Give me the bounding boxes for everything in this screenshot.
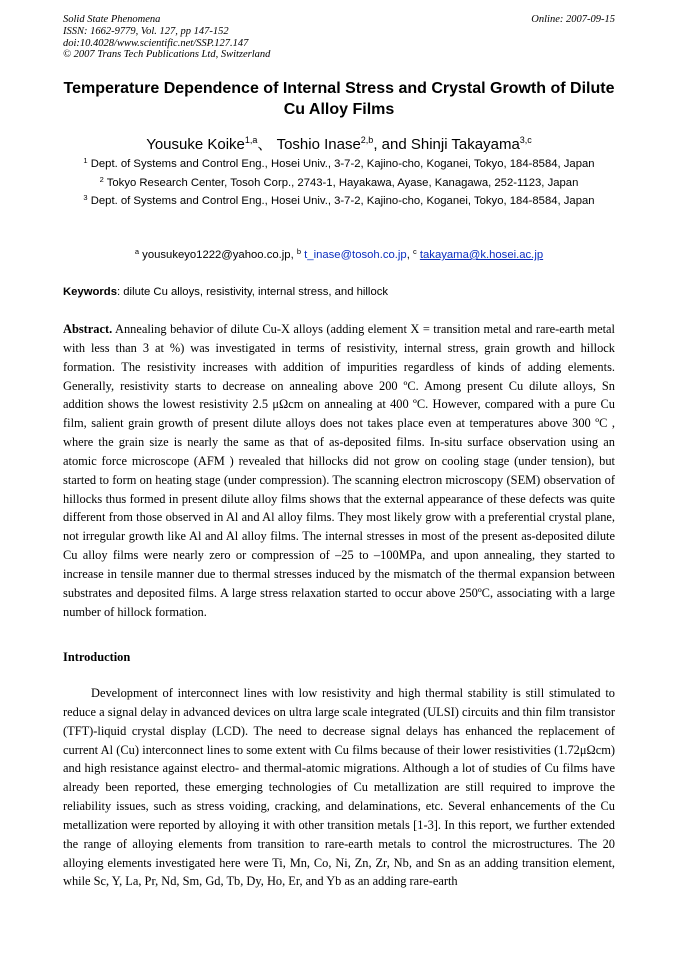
author-separator: , and: [373, 136, 411, 153]
author-superscript: 3,c: [519, 135, 532, 145]
email-marker: b: [296, 247, 302, 256]
affiliation-text: Dept. of Systems and Control Eng., Hosei Univ., 3-7-2, Kajino-cho, Koganei, Tokyo, 184-8584, Japan: [90, 158, 595, 170]
keywords-label: Keywords: [63, 286, 117, 298]
affiliation-text: Dept. of Systems and Control Eng., Hosei Univ., 3-7-2, Kajino-cho, Koganei, Tokyo, 184-8584, Japan: [90, 195, 595, 208]
email-separator: ,: [290, 249, 297, 261]
email-link[interactable]: takayama@k.hosei.ac.jp: [419, 249, 544, 261]
journal-name: Solid State Phenomena: [63, 14, 161, 25]
affiliation-number: 2: [99, 174, 104, 184]
affiliation: [60, 174, 618, 193]
doi-line: doi:10.4028/www.scientific.net/SSP.127.147: [63, 37, 249, 49]
abstract-text: Annealing behavior of dilute Cu-X alloys (adding element X = transition metal and rare-earth metal with less than 3 at %) was investigated in terms of resistivity, internal stress, grain growth and hillock formation. The resistivity increases with addition of impurities regardless of kinds of adding elements. Generally, resistivity starts to decrease on annealing above 200 ºC. Among present Cu dilute alloys, Sn addition shows the lowest resistivity 2.5 μΩcm on annealing at 400 ºC. However, compared with a pure Cu film, salient grain growth of present dilute alloys does not takes place even at temperatures above 300 ºC , where the grain size is nearly the same as that of as-deposited films. In-situ surface observation using an atomic force microscope (AFM ) revealed that hillocks did not grow on cooling stage (under tension), but started to form on heating stage (under compression). The scanning electron microscopy (SEM) observation of hillocks thus formed in present dilute alloy films shows that the external appearance of these defects was quite different from those observed in Al and Al alloy films. They most likely grow with a preferential crystal plane, not irregular growth like Al and Al alloy films. The internal stresses in most of the present as-deposited dilute Cu alloy films were nearly zero or compression of –25 to –100MPa, and upon annealing, they started to increase in tensile manner due to thermal stresses induced by the mismatch of the thermal expansion between substrates and deposited films. A large stress relaxation started to occur above 250ºC, associating with a large number of hillock formation.: [63, 322, 615, 619]
affiliation-text: Tokyo Research Center, Tosoh Corp., 2743-1, Hayakawa, Ayase, Kanagawa, 252-1123, Japan: [106, 176, 579, 189]
email-list: [60, 247, 618, 263]
keywords: [63, 284, 615, 300]
affiliation-list: [60, 155, 618, 211]
journal-header: [63, 14, 615, 61]
author-superscript: 1,a: [244, 135, 258, 145]
affiliation: [60, 155, 618, 174]
copyright-line: © 2007 Trans Tech Publications Ltd, Switzerland: [63, 49, 271, 61]
online-date: Online: 2007-09-15: [531, 14, 615, 25]
email-address[interactable]: yousukeyo1222@yahoo.co.jp: [142, 249, 291, 261]
author-name: Toshio Inase: [276, 136, 361, 153]
affiliation-number: 3: [83, 193, 88, 203]
issn-line: ISSN: 1662-9779, Vol. 127, pp 147-152: [63, 25, 229, 37]
abstract: [63, 320, 615, 622]
author-list: [30, 136, 648, 154]
email-marker: a: [134, 247, 140, 256]
abstract-label: Abstract.: [63, 322, 113, 336]
section-heading-introduction: Introduction: [63, 650, 131, 664]
email-separator: ,: [406, 249, 413, 261]
affiliation-number: 1: [83, 156, 88, 165]
author-superscript: 2,b: [360, 135, 374, 145]
author-name: Yousuke Koike: [146, 136, 245, 153]
author-name: Shinji Takayama: [410, 136, 520, 153]
keywords-text: : dilute Cu alloys, resistivity, internal stress, and hillock: [117, 286, 389, 298]
introduction-paragraph: Development of interconnect lines with low resistivity and high thermal stability is still stimulated to reduce a signal delay in advanced devices on ultra large scale integrated (ULSI) circuits and thin film transistor (TFT)-liquid crystal display (LCD). The need to decrease signal delays has enhanced the replacement of current Al (Cu) interconnect lines to some extent with Cu films because of their lower resistivities (1.72μΩcm) and high resistance against electro- and thermal-atomic migrations. Although a lot of studies of Cu films have already been reported, these emerging technologies of Cu metallization are still required to improve the reliability issues, such as stress voiding, cracking, and delaminations, etc. Several enhancements of the Cu metallization were reported by alloying it with other transition metals [1-3]. In this report, we further extended the range of alloying elements from transition to rare-earth metals to control the microstructures. The 20 alloying elements investigated here were Ti, Mn, Co, Ni, Zn, Zr, Nb, and Sn as an adding transition element, while Sc, Y, La, Pr, Nd, Sm, Gd, Tb, Dy, Ho, Er, and Yb as an adding rare-earth: [63, 686, 615, 889]
email-marker: c: [412, 247, 417, 256]
affiliation: [60, 192, 618, 211]
email-link[interactable]: t_inase@tosoh.co.jp: [304, 249, 407, 261]
author-separator: 、: [257, 136, 277, 153]
paper-title: Temperature Dependence of Internal Stress and Crystal Growth of Dilute Cu Alloy Films: [63, 80, 615, 118]
